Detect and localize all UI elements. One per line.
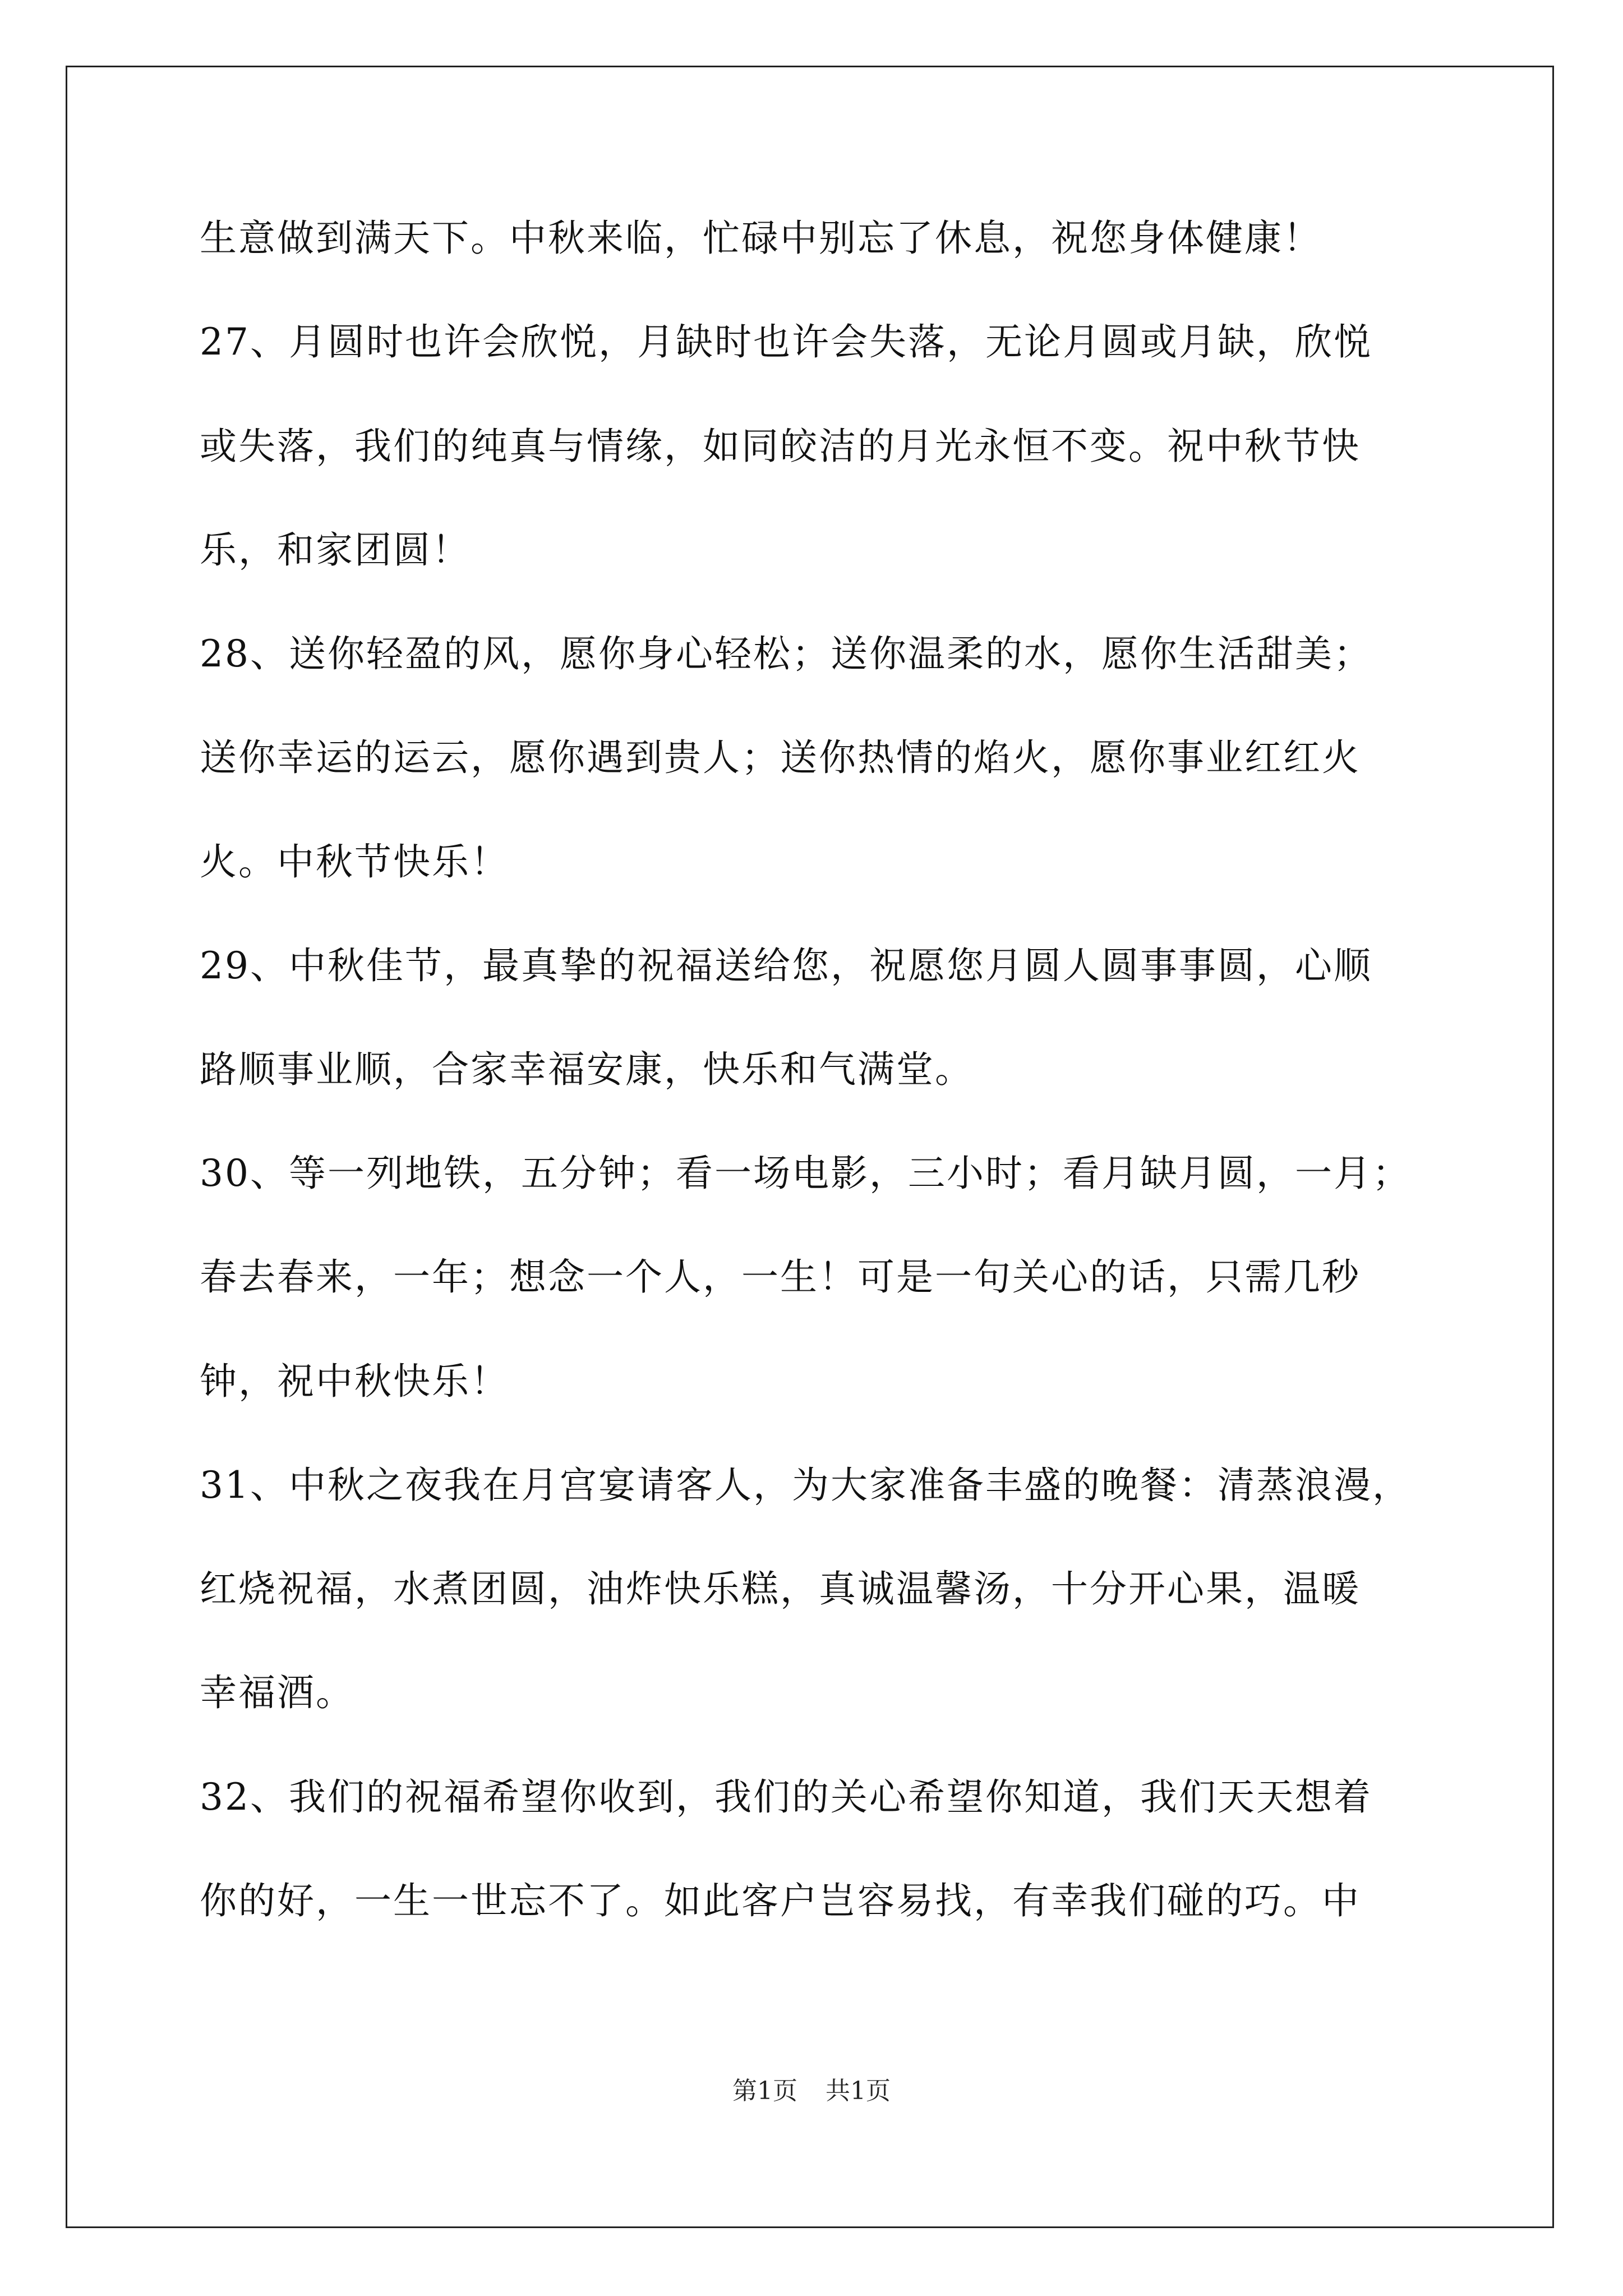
- text-line: 乐，和家团圆！: [200, 528, 471, 572]
- text-line: 32、我们的祝福希望你收到，我们的关心希望你知道，我们天天想着: [200, 1775, 1372, 1819]
- text-line: 送你幸运的运云，愿你遇到贵人；送你热情的焰火，愿你事业红红火: [200, 736, 1361, 779]
- page-total: 共1页: [826, 2077, 891, 2105]
- text-line: 或失落，我们的纯真与情缘，如同皎洁的月光永恒不变。祝中秋节快: [200, 425, 1361, 468]
- page-number: 第1页: [732, 2077, 797, 2105]
- text-line: 路顺事业顺，合家幸福安康，快乐和气满堂。: [200, 1048, 974, 1091]
- text-line: 春去春来，一年；想念一个人，一生！可是一句关心的话，只需几秒: [200, 1255, 1361, 1299]
- text-line: 火。中秋节快乐！: [200, 840, 509, 884]
- text-line: 钟，祝中秋快乐！: [200, 1360, 509, 1403]
- text-line: 29、中秋佳节，最真挚的祝福送给您，祝愿您月圆人圆事事圆，心顺: [200, 944, 1372, 987]
- text-line: 28、送你轻盈的风，愿你身心轻松；送你温柔的水，愿你生活甜美；: [200, 632, 1372, 675]
- text-line: 红烧祝福，水煮团圆，油炸快乐糕，真诚温馨汤，十分开心果，温暖: [200, 1567, 1361, 1611]
- text-line: 生意做到满天下。中秋来临，忙碌中别忘了休息，祝您身体健康！: [200, 217, 1322, 260]
- text-line: 31、中秋之夜我在月宫宴请客人，为大家准备丰盛的晚餐：清蒸浪漫，: [200, 1464, 1411, 1507]
- text-line: 27、月圆时也许会欣悦，月缺时也许会失落，无论月圆或月缺，欣悦: [200, 320, 1372, 364]
- page-footer: [0, 2079, 1623, 2104]
- text-line: 你的好，一生一世忘不了。如此客户岂容易找，有幸我们碰的巧。中: [200, 1879, 1361, 1922]
- text-line: 幸福酒。: [200, 1671, 354, 1714]
- text-line: 30、等一列地铁，五分钟；看一场电影，三小时；看月缺月圆，一月；: [200, 1152, 1411, 1195]
